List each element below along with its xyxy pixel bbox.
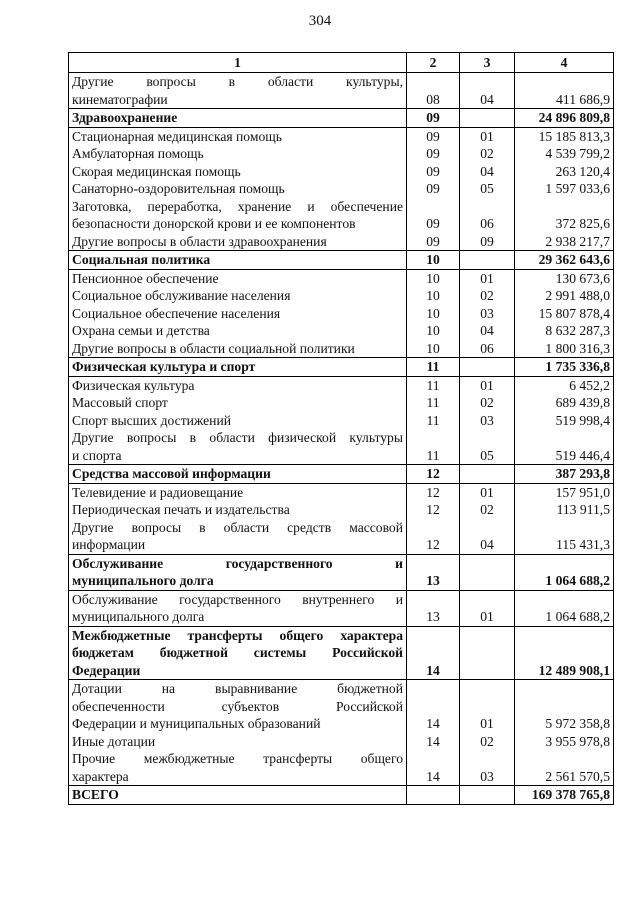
amount-value: 113 911,5 <box>515 501 614 519</box>
amount-value: 12 489 908,1 <box>515 626 614 680</box>
header-col-4: 4 <box>515 53 614 73</box>
subsection-code: 02 <box>460 145 515 163</box>
amount-value: 157 951,0 <box>515 483 614 501</box>
table-row <box>69 233 614 251</box>
section-row <box>69 251 614 270</box>
table-row <box>69 680 614 733</box>
section-code: 13 <box>407 590 460 626</box>
table-row <box>69 127 614 145</box>
section-code: 11 <box>407 412 460 430</box>
section-code: 09 <box>407 127 460 145</box>
subsection-code: 01 <box>460 483 515 501</box>
row-name <box>69 554 407 590</box>
amount-value: 130 673,6 <box>515 269 614 287</box>
subsection-code: 02 <box>460 733 515 751</box>
section-row <box>69 109 614 128</box>
section-code: 11 <box>407 429 460 465</box>
row-name-line: Обслуживание государственного и <box>72 555 403 571</box>
table-row <box>69 73 614 109</box>
amount-value: 372 825,6 <box>515 198 614 233</box>
table-row <box>69 750 614 786</box>
row-name-line: безопасности донорской крови и ее компонентов <box>72 216 356 231</box>
section-code: 10 <box>407 287 460 305</box>
table-row <box>69 394 614 412</box>
row-name-line: Заготовка, переработка, хранение и обеспечение <box>72 198 403 214</box>
amount-value: 29 362 643,6 <box>515 251 614 270</box>
row-name-line: Обслуживание государственного внутреннего и <box>72 591 403 607</box>
section-code: 13 <box>407 554 460 590</box>
section-code: 11 <box>407 394 460 412</box>
table-row <box>69 322 614 340</box>
amount-value: 1 800 316,3 <box>515 340 614 358</box>
row-name-line: Здравоохранение <box>72 110 178 125</box>
subsection-code: 02 <box>460 394 515 412</box>
row-name <box>69 590 407 626</box>
subsection-code: 01 <box>460 680 515 733</box>
section-code: 10 <box>407 251 460 270</box>
subsection-code: 04 <box>460 73 515 109</box>
subsection-code: 04 <box>460 322 515 340</box>
row-name <box>69 501 407 519</box>
row-name <box>69 412 407 430</box>
amount-value: 519 998,4 <box>515 412 614 430</box>
amount-value: 5 972 358,8 <box>515 680 614 733</box>
subsection-code <box>460 251 515 270</box>
amount-value: 2 991 488,0 <box>515 287 614 305</box>
page-number: 304 <box>308 13 332 29</box>
section-code: 09 <box>407 163 460 181</box>
row-name-line: Другие вопросы в области социальной политики <box>72 340 355 356</box>
subsection-code: 03 <box>460 305 515 323</box>
row-name <box>69 786 407 805</box>
table-row <box>69 287 614 305</box>
row-name-line: Спорт высших достижений <box>72 412 231 428</box>
section-code: 09 <box>407 180 460 198</box>
section-code: 12 <box>407 465 460 484</box>
row-name-line: Другие вопросы в области культуры, <box>72 74 403 89</box>
row-name <box>69 163 407 181</box>
row-name <box>69 394 407 412</box>
row-name-line: кинематографии <box>72 91 168 107</box>
amount-value: 3 955 978,8 <box>515 733 614 751</box>
row-name-line: Межбюджетные трансферты общего характера <box>72 627 403 643</box>
total-row <box>69 786 614 805</box>
row-name-line: Охрана семьи и детства <box>72 323 210 338</box>
amount-value: 4 539 799,2 <box>515 145 614 163</box>
amount-value: 15 807 878,4 <box>515 305 614 323</box>
amount-value: 2 938 217,7 <box>515 233 614 251</box>
row-name <box>69 483 407 501</box>
row-name <box>69 322 407 340</box>
row-name <box>69 626 407 680</box>
amount-value: 169 378 765,8 <box>515 786 614 805</box>
row-name <box>69 251 407 270</box>
row-name <box>69 680 407 733</box>
subsection-code <box>460 465 515 484</box>
row-name-line: Социальная политика <box>72 252 211 267</box>
table-row <box>69 501 614 519</box>
table-row <box>69 519 614 555</box>
section-row <box>69 358 614 377</box>
subsection-code <box>460 626 515 680</box>
table-row <box>69 340 614 358</box>
section-code: 09 <box>407 233 460 251</box>
section-code: 12 <box>407 483 460 501</box>
amount-value: 2 561 570,5 <box>515 750 614 786</box>
table-row <box>69 412 614 430</box>
row-name-line: Средства массовой информации <box>72 466 271 481</box>
section-code: 14 <box>407 626 460 680</box>
amount-value: 115 431,3 <box>515 519 614 555</box>
subsection-code: 09 <box>460 233 515 251</box>
table-row <box>69 733 614 751</box>
row-name-line: Санаторно-оздоровительная помощь <box>72 181 285 196</box>
row-name-line: муниципального долга <box>72 609 205 624</box>
subsection-code <box>460 109 515 128</box>
subsection-code <box>460 358 515 377</box>
subsection-code: 02 <box>460 287 515 305</box>
row-name-line: Амбулаторная помощь <box>72 146 204 161</box>
table-row <box>69 305 614 323</box>
row-name <box>69 198 407 233</box>
amount-value: 263 120,4 <box>515 163 614 181</box>
subsection-code <box>460 786 515 805</box>
section-code: 10 <box>407 322 460 340</box>
row-name-line: Массовый спорт <box>72 395 168 410</box>
subsection-code: 06 <box>460 198 515 233</box>
row-name-line: Физическая культура <box>72 377 195 393</box>
row-name-line: и спорта <box>72 447 122 463</box>
amount-value: 1 064 688,2 <box>515 590 614 626</box>
section-code: 09 <box>407 145 460 163</box>
row-name <box>69 429 407 465</box>
row-name <box>69 109 407 128</box>
row-name <box>69 358 407 377</box>
header-col-1: 1 <box>69 53 407 73</box>
row-name-line: ВСЕГО <box>72 787 119 802</box>
section-code: 11 <box>407 376 460 394</box>
row-name-line: Физическая культура и спорт <box>72 359 256 374</box>
row-name <box>69 233 407 251</box>
row-name <box>69 340 407 358</box>
row-name-line: бюджетам бюджетной системы Российской <box>72 645 403 660</box>
section-code: 12 <box>407 501 460 519</box>
row-name <box>69 287 407 305</box>
section-code: 12 <box>407 519 460 555</box>
section-row <box>69 554 614 590</box>
row-name-line: обеспеченности субъектов Российской <box>72 698 403 714</box>
table-row <box>69 376 614 394</box>
row-name-line: Социальное обеспечение населения <box>72 305 281 321</box>
amount-value: 8 632 287,3 <box>515 322 614 340</box>
table-row <box>69 198 614 233</box>
amount-value: 1 064 688,2 <box>515 554 614 590</box>
section-code: 14 <box>407 733 460 751</box>
row-name-line: характера <box>72 768 129 784</box>
subsection-code: 05 <box>460 429 515 465</box>
table-row <box>69 145 614 163</box>
amount-value: 15 185 813,3 <box>515 127 614 145</box>
row-name-line: Другие вопросы в области здравоохранения <box>72 233 327 249</box>
table-body <box>69 73 614 805</box>
row-name-line: Прочие межбюджетные трансферты общего <box>72 751 403 766</box>
amount-value: 411 686,9 <box>515 73 614 109</box>
section-code: 10 <box>407 340 460 358</box>
section-code: 09 <box>407 198 460 233</box>
row-name-line: Иные дотации <box>72 733 156 749</box>
row-name-line: муниципального долга <box>72 573 214 588</box>
row-name-line: Социальное обслуживание населения <box>72 288 291 303</box>
section-row <box>69 465 614 484</box>
subsection-code: 04 <box>460 519 515 555</box>
row-name <box>69 376 407 394</box>
subsection-code: 06 <box>460 340 515 358</box>
row-name <box>69 465 407 484</box>
section-code: 10 <box>407 305 460 323</box>
table-row <box>69 163 614 181</box>
subsection-code: 03 <box>460 412 515 430</box>
row-name-line: Другие вопросы в области средств массовой <box>72 519 403 535</box>
amount-value: 1 735 336,8 <box>515 358 614 377</box>
subsection-code: 02 <box>460 501 515 519</box>
section-code <box>407 786 460 805</box>
subsection-code: 04 <box>460 163 515 181</box>
row-name-line: Федерации <box>72 662 141 678</box>
header-col-3: 3 <box>460 53 515 73</box>
section-code: 08 <box>407 73 460 109</box>
section-code: 14 <box>407 680 460 733</box>
amount-value: 1 597 033,6 <box>515 180 614 198</box>
row-name <box>69 127 407 145</box>
table-row <box>69 269 614 287</box>
amount-value: 6 452,2 <box>515 376 614 394</box>
section-code: 10 <box>407 269 460 287</box>
table-row <box>69 180 614 198</box>
row-name-line: Пенсионное обеспечение <box>72 270 219 286</box>
subsection-code: 01 <box>460 127 515 145</box>
header-col-2: 2 <box>407 53 460 73</box>
subsection-code: 03 <box>460 750 515 786</box>
row-name <box>69 733 407 751</box>
row-name <box>69 305 407 323</box>
amount-value: 387 293,8 <box>515 465 614 484</box>
row-name-line: Федерации и муниципальных образований <box>72 716 321 731</box>
section-code: 11 <box>407 358 460 377</box>
row-name <box>69 750 407 786</box>
row-name <box>69 519 407 555</box>
table-row <box>69 483 614 501</box>
subsection-code: 01 <box>460 376 515 394</box>
row-name <box>69 145 407 163</box>
row-name-line: Скорая медицинская помощь <box>72 163 241 179</box>
row-name-line: Стационарная медицинская помощь <box>72 128 282 144</box>
row-name-line: информации <box>72 537 146 552</box>
row-name <box>69 269 407 287</box>
amount-value: 689 439,8 <box>515 394 614 412</box>
subsection-code: 01 <box>460 590 515 626</box>
subsection-code: 05 <box>460 180 515 198</box>
row-name-line: Другие вопросы в области физической культуры <box>72 430 403 445</box>
budget-expenditure-table <box>68 52 614 805</box>
row-name <box>69 73 407 109</box>
amount-value: 519 446,4 <box>515 429 614 465</box>
section-code: 09 <box>407 109 460 128</box>
section-row <box>69 626 614 680</box>
row-name-line: Дотации на выравнивание бюджетной <box>72 681 403 696</box>
table-row <box>69 429 614 465</box>
row-name-line: Периодическая печать и издательства <box>72 502 290 517</box>
section-code: 14 <box>407 750 460 786</box>
amount-value: 24 896 809,8 <box>515 109 614 128</box>
table-row <box>69 590 614 626</box>
subsection-code: 01 <box>460 269 515 287</box>
row-name <box>69 180 407 198</box>
row-name-line: Телевидение и радиовещание <box>72 484 244 500</box>
table-header-row <box>69 53 614 73</box>
subsection-code <box>460 554 515 590</box>
